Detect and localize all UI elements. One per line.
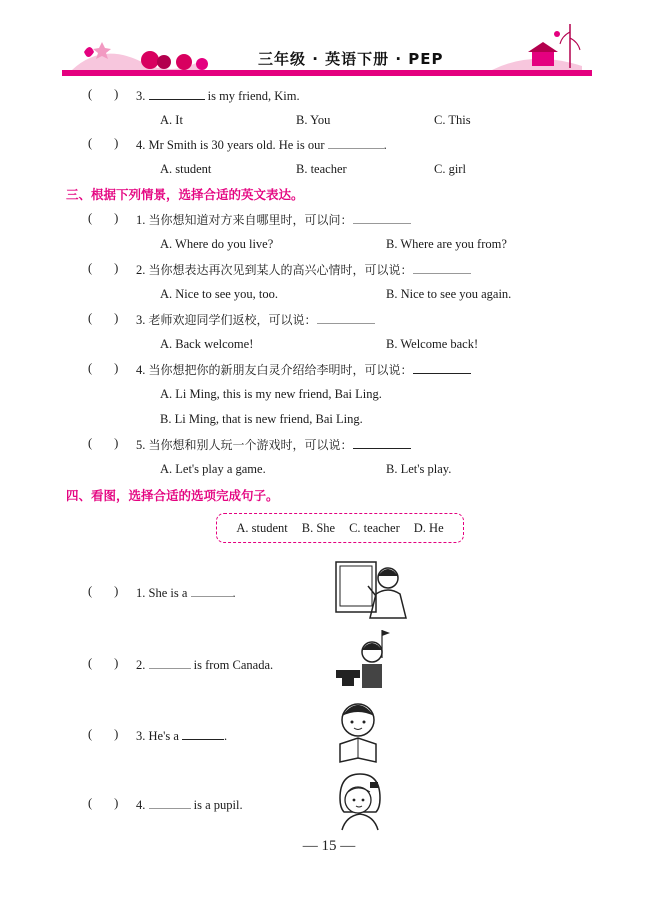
answer-paren[interactable]: ( ) [88, 261, 119, 275]
question-text: is my friend, Kim. [207, 89, 300, 103]
question-number: 4. [136, 138, 146, 152]
answer-blank[interactable] [182, 727, 224, 740]
answer-blank[interactable] [413, 261, 471, 274]
question-line [136, 436, 411, 453]
question-number: 3. [136, 313, 146, 327]
answer-blank[interactable] [353, 211, 411, 224]
question-text: is from Canada. [193, 658, 274, 672]
question-text: 当你想和别人玩一个游戏时，可以说： [148, 438, 353, 452]
question-text: She is a [148, 586, 188, 600]
question-number: 2. [136, 263, 146, 277]
section-heading: 三、根据下列情景，选择合适的英文表达。 [66, 187, 304, 202]
question-number: 5. [136, 438, 146, 452]
question-text: 当你想表达再次见到某人的高兴心情时，可以说： [148, 263, 413, 277]
option: B. Nice to see you again. [386, 287, 512, 301]
answer-blank[interactable] [149, 87, 205, 100]
question-text: is a pupil. [193, 798, 243, 812]
option: A. student [160, 162, 212, 176]
answer-blank[interactable] [191, 584, 233, 597]
option: A. It [160, 113, 183, 127]
section-heading: 四、看图，选择合适的选项完成句子。 [66, 488, 279, 503]
question-line [136, 656, 273, 673]
answer-paren[interactable]: ( ) [88, 436, 119, 450]
question-text: 当你想把你的新朋友白灵介绍给李明时，可以说： [148, 363, 413, 377]
question-line [136, 584, 236, 601]
answer-paren[interactable]: ( ) [88, 311, 119, 325]
answer-paren[interactable]: ( ) [88, 211, 119, 225]
question-line [136, 361, 471, 378]
answer-paren[interactable]: ( ) [88, 656, 119, 670]
question-number: 1. [136, 213, 146, 227]
option: B. teacher [296, 162, 347, 176]
answer-paren[interactable]: ( ) [88, 361, 119, 375]
question-text: . [383, 138, 387, 152]
question-number: 4. [136, 363, 146, 377]
answer-blank[interactable] [413, 361, 471, 374]
question-line [136, 727, 227, 744]
option: B. You [296, 113, 331, 127]
question-number: 1. [136, 586, 146, 600]
header-bar [62, 70, 592, 76]
option: A. Back welcome! [160, 337, 254, 351]
question-text: . [224, 729, 228, 743]
question-line [136, 796, 243, 813]
question-line [136, 311, 375, 328]
question-number: 3. [136, 729, 146, 743]
word-bank [216, 513, 464, 543]
option: B. Li Ming, that is new friend, Bai Ling. [160, 412, 363, 426]
page-number: — 15 — [302, 838, 356, 854]
word-bank-choice: A. student [236, 520, 288, 535]
answer-paren[interactable]: ( ) [88, 584, 119, 598]
option: B. Where are you from? [386, 237, 507, 251]
option: A. Nice to see you, too. [160, 287, 279, 301]
option: C. girl [434, 162, 466, 176]
question-line [136, 211, 411, 228]
boy-reading-picture-icon [330, 700, 386, 766]
option: C. This [434, 113, 471, 127]
option: A. Let's play a game. [160, 462, 266, 476]
word-bank-choice: B. She [301, 520, 336, 535]
answer-blank[interactable] [317, 311, 375, 324]
question-text: . [232, 586, 236, 600]
question-text: 当你想知道对方来自哪里时，可以问： [148, 213, 353, 227]
question-text: Mr Smith is 30 years old. He is our [148, 138, 325, 152]
girl-picture-icon [330, 772, 386, 832]
answer-paren[interactable]: ( ) [88, 727, 119, 741]
question-line [136, 261, 471, 278]
question-line [136, 87, 300, 104]
option: B. Welcome back! [386, 337, 479, 351]
question-number: 3. [136, 89, 146, 103]
option: A. Where do you live? [160, 237, 274, 251]
answer-paren[interactable]: ( ) [88, 87, 119, 101]
teacher-picture-icon [332, 560, 412, 620]
answer-blank[interactable] [328, 136, 384, 149]
question-text: 老师欢迎同学们返校，可以说： [148, 313, 317, 327]
answer-blank[interactable] [149, 656, 191, 669]
answer-blank[interactable] [149, 796, 191, 809]
answer-paren[interactable]: ( ) [88, 796, 119, 810]
option: B. Let's play. [386, 462, 452, 476]
question-number: 4. [136, 798, 146, 812]
word-bank-choice: D. He [413, 520, 444, 535]
answer-blank[interactable] [353, 436, 411, 449]
page-title: 三年级 · 英语下册 · PEP [258, 50, 444, 68]
question-text: He's a [148, 729, 179, 743]
word-bank-choice: C. teacher [349, 520, 400, 535]
question-number: 2. [136, 658, 146, 672]
answer-paren[interactable]: ( ) [88, 136, 119, 150]
option: A. Li Ming, this is my new friend, Bai Ling. [160, 387, 382, 401]
question-line [136, 136, 387, 153]
boy-with-flag-picture-icon [334, 628, 394, 694]
